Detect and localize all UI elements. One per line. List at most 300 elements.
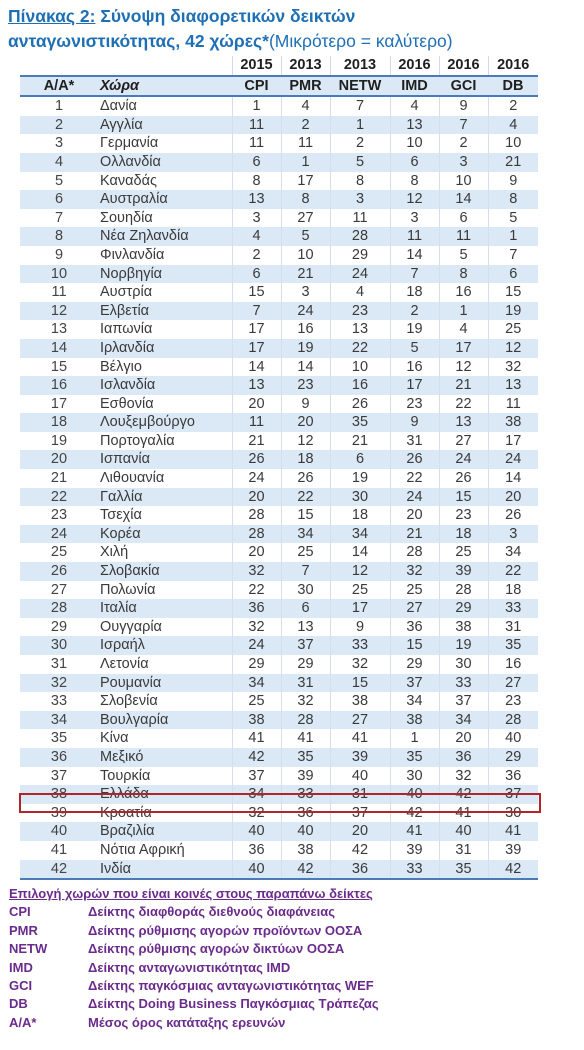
value-cell: 16 — [281, 320, 330, 339]
value-cell: 31 — [439, 841, 488, 860]
value-cell: 27 — [390, 599, 439, 618]
value-cell: 15 — [488, 283, 538, 302]
rank-cell: 35 — [50, 730, 68, 747]
value-cell: 13 — [281, 618, 330, 637]
value-cell: 6 — [439, 209, 488, 228]
table-row — [20, 190, 538, 209]
value-cell: 32 — [232, 562, 281, 581]
header-imd: IMD — [390, 76, 439, 97]
table-row — [20, 134, 538, 153]
value-cell: 32 — [488, 358, 538, 377]
value-cell: 38 — [281, 841, 330, 860]
table-row — [20, 469, 538, 488]
value-cell: 30 — [439, 655, 488, 674]
value-cell: 34 — [330, 525, 390, 544]
rank-cell: 13 — [50, 321, 68, 338]
value-cell: 34 — [232, 785, 281, 804]
country-cell: Μεξικό — [98, 748, 232, 767]
value-cell: 39 — [488, 841, 538, 860]
value-cell: 15 — [390, 636, 439, 655]
table-row — [20, 209, 538, 228]
value-cell: 21 — [330, 432, 390, 451]
value-cell: 40 — [232, 822, 281, 841]
value-cell: 25 — [330, 581, 390, 600]
value-cell: 5 — [281, 227, 330, 246]
rank-cell: 24 — [20, 525, 98, 544]
table-row — [20, 636, 538, 655]
value-cell: 5 — [488, 209, 538, 228]
legend-row — [9, 922, 579, 940]
value-cell: 4 — [281, 96, 330, 116]
legend-abbr: GCI — [9, 978, 33, 994]
rank-cell: 27 — [50, 581, 68, 598]
country-cell: Ουγγαρία — [100, 618, 162, 635]
rank-cell: 10 — [20, 265, 98, 284]
table-row — [20, 599, 538, 618]
table-row — [20, 748, 538, 767]
value-cell: 5 — [330, 153, 390, 172]
country-cell: Ελλάδα — [98, 785, 232, 804]
value-cell: 21 — [439, 376, 488, 395]
header-pmr: PMR — [281, 76, 330, 97]
rank-cell: 8 — [20, 227, 98, 246]
value-cell: 3 — [439, 153, 488, 172]
country-cell: Ιαπωνία — [100, 321, 153, 338]
table-row — [20, 618, 538, 637]
table-row — [20, 804, 538, 823]
country-cell: Ισλανδία — [98, 376, 232, 395]
value-cell: 7 — [330, 96, 390, 116]
rank-cell: 26 — [20, 562, 98, 581]
country-cell: Ρουμανία — [98, 674, 232, 693]
country-cell: Αυστρία — [100, 284, 153, 301]
value-cell: 12 — [281, 432, 330, 451]
legend-abbr: IMD — [9, 959, 33, 975]
country-cell: Ισπανία — [98, 450, 232, 469]
value-cell: 8 — [281, 190, 330, 209]
value-cell: 40 — [488, 729, 538, 748]
country-cell: Σλοβενία — [100, 693, 158, 710]
value-cell: 9 — [390, 413, 439, 432]
value-cell: 39 — [281, 767, 330, 786]
value-cell: 17 — [281, 172, 330, 191]
value-cell: 7 — [488, 246, 538, 265]
value-cell: 33 — [330, 636, 390, 655]
value-cell: 9 — [281, 395, 330, 414]
value-cell: 20 — [281, 413, 330, 432]
value-cell: 2 — [488, 96, 538, 116]
rank-cell: 4 — [20, 153, 98, 172]
table-row — [20, 711, 538, 730]
value-cell: 3 — [390, 209, 439, 228]
value-cell: 37 — [232, 767, 281, 786]
country-cell: Τουρκία — [100, 767, 151, 784]
value-cell: 36 — [439, 748, 488, 767]
value-cell: 18 — [488, 581, 538, 600]
value-cell: 27 — [439, 432, 488, 451]
value-cell: 13 — [390, 116, 439, 135]
value-cell: 11 — [281, 134, 330, 153]
value-cell: 31 — [390, 432, 439, 451]
value-cell: 17 — [439, 339, 488, 358]
value-cell: 34 — [232, 674, 281, 693]
value-cell: 9 — [330, 618, 390, 637]
country-cell: Φινλανδία — [100, 246, 165, 263]
value-cell: 27 — [281, 209, 330, 228]
table-title — [8, 4, 578, 54]
value-cell: 26 — [330, 395, 390, 414]
value-cell: 19 — [330, 469, 390, 488]
legend — [9, 885, 579, 1032]
year-cell: 2013 — [330, 56, 390, 76]
value-cell: 8 — [232, 172, 281, 191]
value-cell: 35 — [488, 636, 538, 655]
legend-row — [9, 977, 579, 995]
value-cell: 21 — [488, 153, 538, 172]
value-cell: 27 — [488, 674, 538, 693]
value-cell: 6 — [232, 265, 281, 284]
rank-cell: 21 — [50, 470, 68, 487]
value-cell: 4 — [330, 283, 390, 302]
value-cell: 39 — [330, 748, 390, 767]
value-cell: 42 — [281, 860, 330, 880]
value-cell: 15 — [281, 506, 330, 525]
value-cell: 20 — [488, 488, 538, 507]
value-cell: 17 — [232, 320, 281, 339]
value-cell: 20 — [330, 822, 390, 841]
header-cpi: CPI — [232, 76, 281, 97]
value-cell: 38 — [330, 692, 390, 711]
table-row — [20, 506, 538, 525]
value-cell: 9 — [439, 96, 488, 116]
value-cell: 20 — [439, 729, 488, 748]
rank-cell: 39 — [50, 804, 68, 821]
legend-desc: Μέσος όρος κατάταξης ερευνών — [88, 1014, 286, 1030]
table-row — [20, 339, 538, 358]
table-row — [20, 785, 538, 804]
legend-desc: Δείκτης διαφθοράς διεθνούς διαφάνειας — [88, 904, 335, 920]
value-cell: 31 — [281, 674, 330, 693]
legend-heading: Επιλογή χωρών που είναι κοινές στους παραπάνω δείκτες — [9, 886, 373, 901]
country-cell: Σλοβακία — [98, 562, 232, 581]
rank-cell: 40 — [20, 822, 98, 841]
legend-row — [9, 959, 579, 977]
table-row — [20, 767, 538, 786]
value-cell: 42 — [488, 860, 538, 880]
header-country: Χώρα — [98, 76, 232, 97]
value-cell: 34 — [281, 525, 330, 544]
country-cell: Νότια Αφρική — [100, 841, 185, 858]
value-cell: 12 — [330, 562, 390, 581]
value-cell: 36 — [330, 860, 390, 880]
rank-cell: 7 — [54, 209, 64, 226]
value-cell: 30 — [281, 581, 330, 600]
value-cell: 29 — [330, 246, 390, 265]
value-cell: 34 — [439, 711, 488, 730]
value-cell: 21 — [281, 265, 330, 284]
value-cell: 6 — [330, 450, 390, 469]
table-row — [20, 674, 538, 693]
value-cell: 8 — [439, 265, 488, 284]
legend-abbr: PMR — [9, 922, 38, 938]
value-cell: 38 — [439, 618, 488, 637]
value-cell: 12 — [390, 190, 439, 209]
rank-cell: 33 — [50, 693, 68, 710]
country-cell: Ιταλία — [98, 599, 232, 618]
year-cell: 2016 — [439, 56, 488, 76]
rank-cell: 25 — [50, 544, 68, 561]
value-cell: 32 — [232, 618, 281, 637]
value-cell: 42 — [232, 748, 281, 767]
country-cell: Κίνα — [100, 730, 129, 747]
country-cell: Νορβηγία — [98, 265, 232, 284]
value-cell: 29 — [439, 599, 488, 618]
legend-abbr: DB — [9, 996, 28, 1012]
table-row — [20, 432, 538, 451]
value-cell: 29 — [488, 748, 538, 767]
rank-cell: 38 — [20, 785, 98, 804]
year-cell: 2013 — [281, 56, 330, 76]
legend-desc: Δείκτης ρύθμισης αγορών δικτύων ΟΟΣΑ — [88, 941, 345, 957]
value-cell: 35 — [330, 413, 390, 432]
legend-row — [9, 903, 579, 921]
value-cell: 6 — [232, 153, 281, 172]
table-row — [20, 153, 538, 172]
value-cell: 16 — [330, 376, 390, 395]
value-cell: 18 — [390, 283, 439, 302]
legend-items — [9, 903, 579, 1032]
rank-cell: 23 — [50, 507, 68, 524]
value-cell: 10 — [439, 172, 488, 191]
value-cell: 13 — [439, 413, 488, 432]
value-cell: 7 — [281, 562, 330, 581]
value-cell: 35 — [281, 748, 330, 767]
value-cell: 19 — [390, 320, 439, 339]
value-cell: 41 — [488, 822, 538, 841]
value-cell: 39 — [439, 562, 488, 581]
value-cell: 32 — [281, 692, 330, 711]
value-cell: 20 — [232, 395, 281, 414]
value-cell: 11 — [330, 209, 390, 228]
value-cell: 24 — [439, 450, 488, 469]
country-cell: Τσεχία — [100, 507, 142, 524]
value-cell: 40 — [330, 767, 390, 786]
rank-cell: 17 — [50, 395, 68, 412]
value-cell: 27 — [330, 711, 390, 730]
value-cell: 29 — [281, 655, 330, 674]
header-db: DB — [488, 76, 538, 97]
value-cell: 11 — [232, 413, 281, 432]
rank-cell: 2 — [20, 116, 98, 135]
table-row — [20, 265, 538, 284]
legend-row — [9, 1014, 579, 1032]
value-cell: 36 — [390, 618, 439, 637]
rank-cell: 36 — [20, 748, 98, 767]
value-cell: 33 — [439, 674, 488, 693]
value-cell: 22 — [330, 339, 390, 358]
value-cell: 3 — [281, 283, 330, 302]
value-cell: 18 — [330, 506, 390, 525]
country-cell: Αυστραλία — [98, 190, 232, 209]
value-cell: 25 — [390, 581, 439, 600]
country-cell: Λουξεμβούργο — [98, 413, 232, 432]
value-cell: 3 — [232, 209, 281, 228]
value-cell: 7 — [232, 302, 281, 321]
value-cell: 23 — [390, 395, 439, 414]
value-cell: 16 — [488, 655, 538, 674]
value-cell: 11 — [439, 227, 488, 246]
country-cell: Ισραήλ — [98, 636, 232, 655]
value-cell: 32 — [390, 562, 439, 581]
value-cell: 4 — [390, 96, 439, 116]
value-cell: 22 — [439, 395, 488, 414]
value-cell: 30 — [330, 488, 390, 507]
value-cell: 2 — [439, 134, 488, 153]
value-cell: 29 — [390, 655, 439, 674]
legend-desc: Δείκτης ρύθμισης αγορών προϊόντων ΟΟΣΑ — [88, 922, 363, 938]
table-row — [20, 543, 538, 562]
value-cell: 22 — [281, 488, 330, 507]
table-row — [20, 246, 538, 265]
value-cell: 23 — [330, 302, 390, 321]
value-cell: 42 — [439, 785, 488, 804]
value-cell: 38 — [488, 413, 538, 432]
country-cell: Ολλανδία — [98, 153, 232, 172]
year-cell: 2015 — [232, 56, 281, 76]
country-cell: Δανία — [100, 98, 137, 115]
rank-cell: 15 — [50, 358, 68, 375]
country-cell: Πορτογαλία — [100, 432, 175, 449]
value-cell: 36 — [488, 767, 538, 786]
rank-cell: 6 — [20, 190, 98, 209]
rank-cell: 28 — [20, 599, 98, 618]
value-cell: 40 — [439, 822, 488, 841]
value-cell: 25 — [488, 320, 538, 339]
column-header-row — [20, 76, 538, 97]
value-cell: 9 — [488, 172, 538, 191]
value-cell: 35 — [390, 748, 439, 767]
header-netw: NETW — [330, 76, 390, 97]
value-cell: 26 — [281, 469, 330, 488]
value-cell: 23 — [281, 376, 330, 395]
value-cell: 28 — [232, 506, 281, 525]
value-cell: 13 — [232, 190, 281, 209]
country-cell: Πολωνία — [100, 581, 156, 598]
value-cell: 1 — [390, 729, 439, 748]
rank-cell: 31 — [50, 656, 68, 672]
value-cell: 28 — [281, 711, 330, 730]
value-cell: 1 — [330, 116, 390, 135]
legend-desc: Δείκτης Doing Business Παγκόσμιας Τράπεζας — [88, 996, 379, 1012]
rank-cell: 5 — [54, 172, 64, 189]
value-cell: 40 — [232, 860, 281, 880]
value-cell: 15 — [439, 488, 488, 507]
country-cell: Ινδία — [98, 860, 232, 880]
value-cell: 6 — [390, 153, 439, 172]
value-cell: 24 — [390, 488, 439, 507]
table-row — [20, 729, 538, 748]
rank-cell: 22 — [20, 488, 98, 507]
value-cell: 13 — [488, 376, 538, 395]
indices-table — [20, 56, 538, 880]
value-cell: 33 — [390, 860, 439, 880]
rank-cell: 11 — [51, 284, 67, 301]
value-cell: 19 — [488, 302, 538, 321]
rank-cell: 37 — [50, 767, 68, 784]
table-row — [20, 116, 538, 135]
value-cell: 22 — [390, 469, 439, 488]
table-row — [20, 581, 538, 600]
rank-cell: 41 — [50, 841, 68, 858]
value-cell: 33 — [281, 785, 330, 804]
rank-cell: 18 — [20, 413, 98, 432]
table-row — [20, 562, 538, 581]
value-cell: 34 — [390, 692, 439, 711]
table-row — [20, 320, 538, 339]
value-cell: 36 — [232, 841, 281, 860]
value-cell: 40 — [281, 822, 330, 841]
value-cell: 32 — [330, 655, 390, 674]
value-cell: 34 — [488, 543, 538, 562]
value-cell: 15 — [330, 674, 390, 693]
legend-desc: Δείκτης ανταγωνιστικότητας IMD — [88, 959, 291, 975]
value-cell: 16 — [439, 283, 488, 302]
value-cell: 2 — [232, 246, 281, 265]
value-cell: 1 — [232, 96, 281, 116]
value-cell: 20 — [390, 506, 439, 525]
value-cell: 7 — [390, 265, 439, 284]
value-cell: 4 — [488, 116, 538, 135]
country-cell: Κροατία — [100, 804, 152, 821]
value-cell: 40 — [390, 785, 439, 804]
value-cell: 41 — [439, 804, 488, 823]
value-cell: 3 — [330, 190, 390, 209]
value-cell: 24 — [232, 636, 281, 655]
value-cell: 18 — [439, 525, 488, 544]
table-row — [20, 860, 538, 880]
value-cell: 14 — [281, 358, 330, 377]
table-row — [20, 395, 538, 414]
value-cell: 22 — [232, 581, 281, 600]
value-cell: 41 — [232, 729, 281, 748]
value-cell: 20 — [232, 488, 281, 507]
value-cell: 37 — [330, 804, 390, 823]
table-row — [20, 692, 538, 711]
value-cell: 1 — [488, 227, 538, 246]
value-cell: 28 — [488, 711, 538, 730]
value-cell: 8 — [488, 190, 538, 209]
rank-cell: 12 — [20, 302, 98, 321]
table-row — [20, 172, 538, 191]
value-cell: 35 — [439, 860, 488, 880]
value-cell: 30 — [488, 804, 538, 823]
table-row — [20, 822, 538, 841]
value-cell: 24 — [488, 450, 538, 469]
value-cell: 16 — [390, 358, 439, 377]
rank-cell: 14 — [20, 339, 98, 358]
value-cell: 42 — [390, 804, 439, 823]
value-cell: 19 — [281, 339, 330, 358]
table-row — [20, 488, 538, 507]
value-cell: 36 — [232, 599, 281, 618]
header-aa: Α/Α* — [20, 76, 98, 97]
value-cell: 4 — [232, 227, 281, 246]
value-cell: 12 — [488, 339, 538, 358]
value-cell: 17 — [330, 599, 390, 618]
rank-cell: 32 — [20, 674, 98, 693]
value-cell: 14 — [488, 469, 538, 488]
value-cell: 32 — [439, 767, 488, 786]
